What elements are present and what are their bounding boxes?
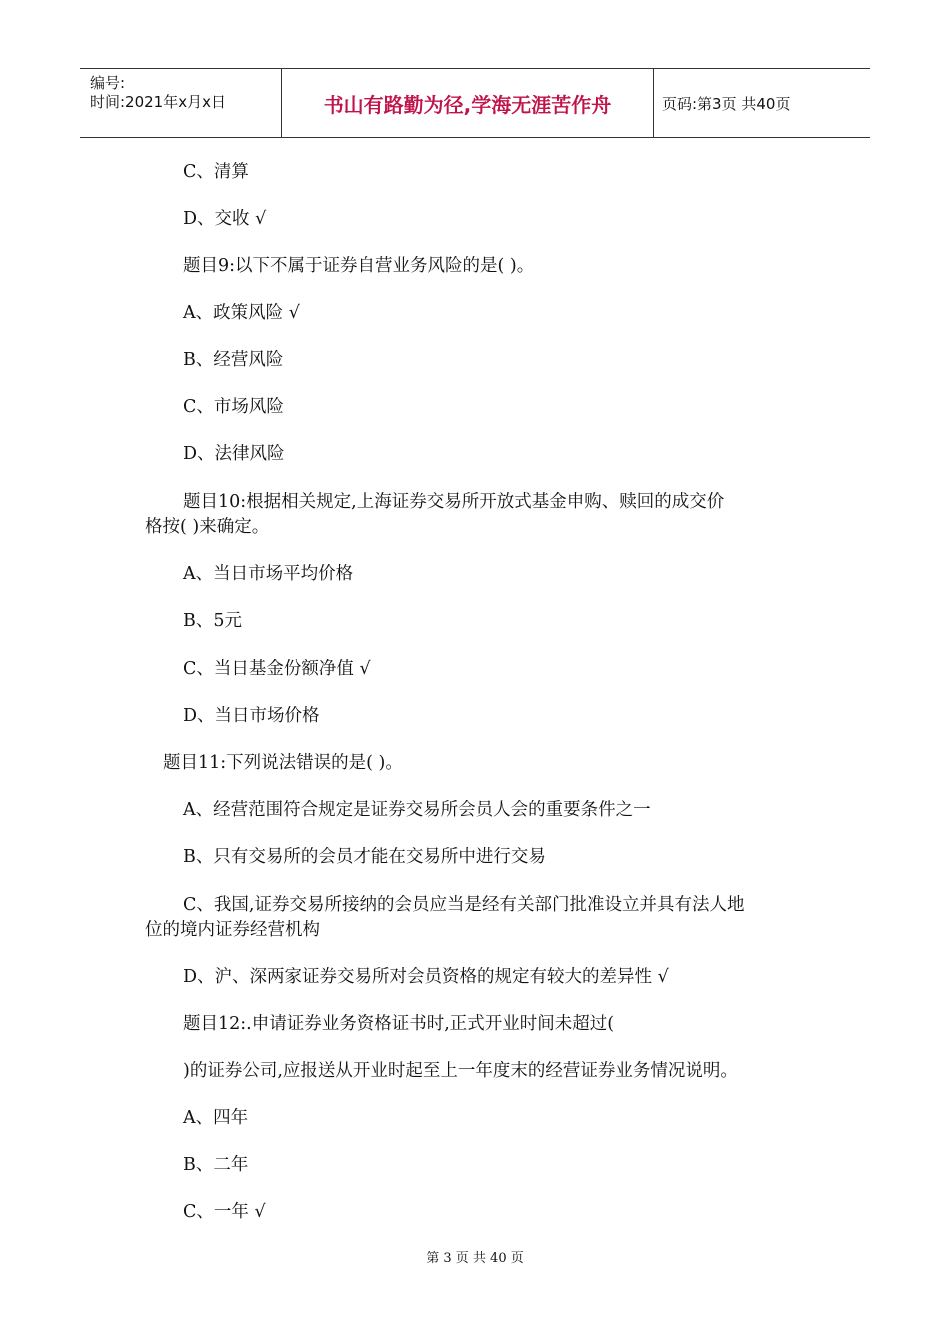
question-line: 题目11:下列说法错误的是( )。 [163, 753, 403, 773]
question-line-continued: )的证券公司,应报送从开业时起至上一年度末的经营证券业务情况说明。 [183, 1061, 738, 1081]
question-line: 题目12:.申请证券业务资格证书时,正式开业时间未超过( [183, 1014, 615, 1034]
option-line: D、法律风险 [183, 444, 285, 464]
document-number-label: 编号: [90, 74, 126, 92]
header-info-cell [80, 69, 282, 137]
option-line-continued: 位的境内证券经营机构 [145, 920, 320, 940]
option-line: B、5元 [183, 611, 242, 631]
option-line: C、当日基金份额净值 √ [183, 659, 371, 679]
page-footer: 第 3 页 共 40 页 [426, 1251, 524, 1266]
question-line: 题目9:以下不属于证券自营业务风险的是( )。 [183, 256, 535, 276]
option-line: B、经营风险 [183, 350, 284, 370]
option-line: D、当日市场价格 [183, 706, 320, 726]
option-line: A、政策风险 √ [183, 303, 300, 323]
option-line: B、二年 [183, 1155, 249, 1175]
document-time-label: 时间:2021年x月x日 [90, 93, 226, 111]
option-line: C、我国,证券交易所接纳的会员应当是经有关部门批准设立并具有法人地 [183, 895, 745, 915]
header-motto-cell [282, 69, 654, 137]
header-page-info: 页码:第3页 共40页 [662, 94, 791, 113]
option-line: A、当日市场平均价格 [183, 564, 354, 584]
header-motto: 书山有路勤为径,学海无涯苦作舟 [323, 92, 612, 117]
option-line: A、经营范围符合规定是证券交易所会员人会的重要条件之一 [183, 800, 651, 820]
question-line: 题目10:根据相关规定,上海证券交易所开放式基金申购、赎回的成交价 [183, 492, 725, 512]
question-line-continued: 格按( )来确定。 [145, 517, 270, 537]
option-line: D、交收 √ [183, 209, 267, 229]
header-page-cell [654, 69, 870, 137]
page-header [80, 68, 870, 138]
option-line: D、沪、深两家证券交易所对会员资格的规定有较大的差异性 √ [183, 967, 669, 987]
option-line: C、清算 [183, 162, 249, 182]
option-line: A、四年 [183, 1108, 249, 1128]
option-line: B、只有交易所的会员才能在交易所中进行交易 [183, 847, 546, 867]
option-line: C、一年 √ [183, 1202, 266, 1222]
option-line: C、市场风险 [183, 397, 284, 417]
